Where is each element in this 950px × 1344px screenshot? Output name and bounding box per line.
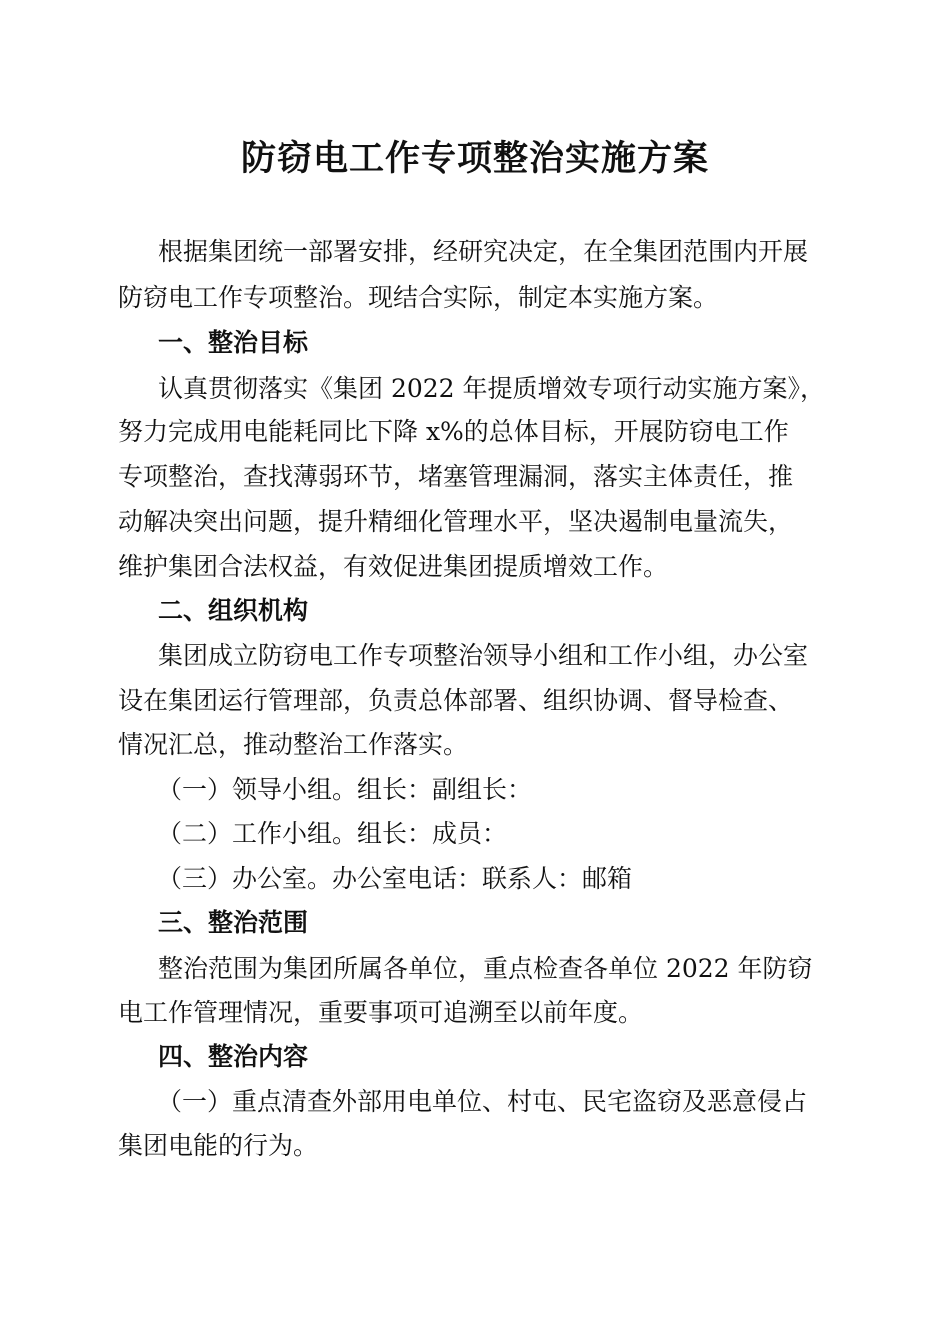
organization-line-2: 设在集团运行管理部，负责总体部署、组织协调、督导检查、 <box>118 686 794 715</box>
organization-item-leadership: （一）领导小组。组长：副组长： <box>157 775 533 804</box>
intro-line-1: 根据集团统一部署安排，经研究决定，在全集团范围内开展 <box>158 237 809 266</box>
section-heading-goals: 一、整治目标 <box>158 328 309 357</box>
organization-item-working-group: （二）工作小组。组长：成员： <box>157 819 508 848</box>
organization-line-1: 集团成立防窃电工作专项整治领导小组和工作小组，办公室 <box>158 641 809 670</box>
content-line-1: （一）重点清查外部用电单位、村屯、民宅盗窃及恶意侵占 <box>157 1087 808 1116</box>
section-heading-organization: 二、组织机构 <box>158 596 309 625</box>
goals-line-4: 动解决突出问题，提升精细化管理水平，坚决遏制电量流失， <box>118 507 794 536</box>
content-line-2: 集团电能的行为。 <box>118 1131 319 1160</box>
organization-item-office: （三）办公室。办公室电话：联系人：邮箱 <box>157 864 633 893</box>
document-title: 防窃电工作专项整治实施方案 <box>240 138 709 179</box>
intro-line-2: 防窃电工作专项整治。现结合实际，制定本实施方案。 <box>118 283 719 312</box>
goals-line-1: 认真贯彻落实《集团 2022 年提质增效专项行动实施方案》， <box>158 374 826 403</box>
scope-line-2: 电工作管理情况，重要事项可追溯至以前年度。 <box>118 998 644 1027</box>
scope-line-1: 整治范围为集团所属各单位，重点检查各单位 2022 年防窃 <box>158 954 813 983</box>
organization-line-3: 情况汇总，推动整治工作落实。 <box>118 730 469 759</box>
goals-line-3: 专项整治，查找薄弱环节，堵塞管理漏洞，落实主体责任，推 <box>118 462 794 491</box>
section-heading-content: 四、整治内容 <box>158 1042 309 1071</box>
goals-line-2: 努力完成用电能耗同比下降 x%的总体目标，开展防窃电工作 <box>118 417 789 446</box>
goals-line-5: 维护集团合法权益，有效促进集团提质增效工作。 <box>118 552 669 581</box>
section-heading-scope: 三、整治范围 <box>158 908 309 937</box>
